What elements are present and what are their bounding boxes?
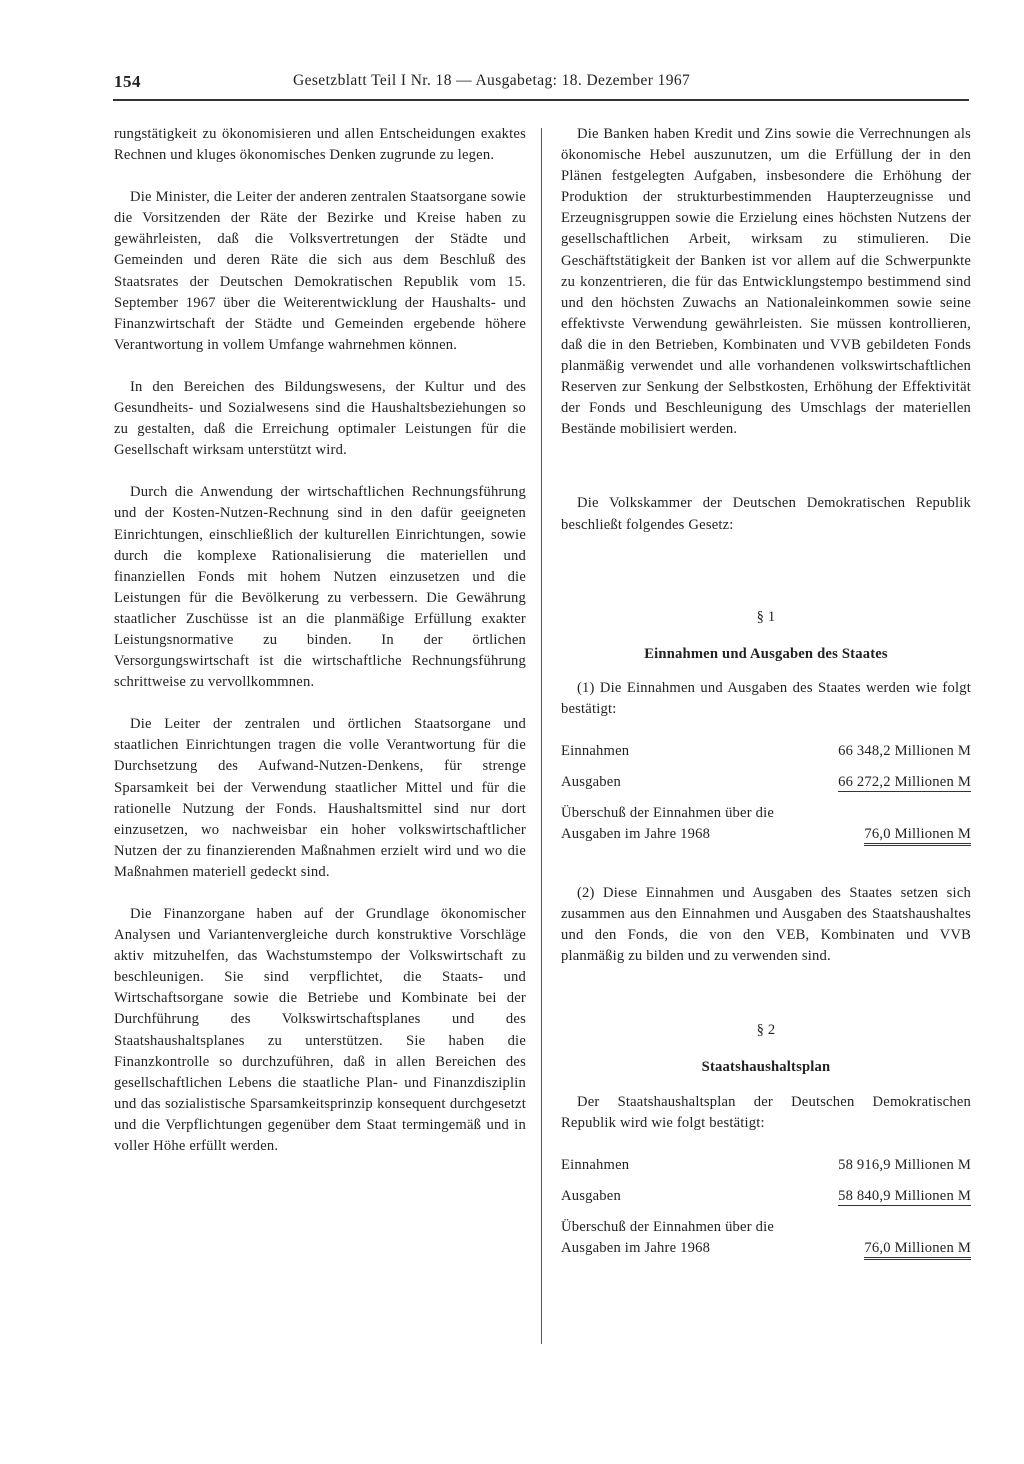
amount-label: Einnahmen [561, 1156, 630, 1173]
column-divider [541, 128, 542, 1344]
paragraph: Die Leiter der zentralen und örtlichen Staatsorgane und staatlichen Einrichtungen tragen die volle Verantwortung für die Durchsetzung des Aufwand-Nutzen-Denkens, für strenge Sparsamkeit bei der Verwendung staatlicher Mittel und für die rationelle Nutzung der Fonds. Haushaltsmittel sind nur dort einzusetzen, wo nachweisbar ein hoher volkswirtschaftlicher Nutzen der zu finanzierenden Maßnahmen erzielt wird und wo die Maßnahmen materiell gedeckt sind. [114, 716, 526, 880]
section-number: § 2 [756, 1022, 776, 1039]
table-row [561, 1217, 971, 1263]
section-2 [561, 1020, 971, 1262]
table-row [561, 1155, 971, 1186]
right-column [561, 124, 971, 1269]
page-number: 154 [114, 72, 141, 91]
amount-label: Überschuß der Einnahmen über die Ausgaben im Jahre 1968 [561, 804, 775, 842]
section-title: Staatshaushaltsplan [701, 1059, 831, 1076]
amount-value: 58 840,9 Millionen M [838, 1187, 971, 1204]
amount-value: 76,0 Millionen M [864, 1240, 971, 1260]
paragraph: Die Banken haben Kredit und Zins sowie die Verrechnungen als ökonomische Hebel auszunutzen, um die Erfüllung der in den Plänen festgelegten Aufgaben, insbesondere die Erhöhung der Produktion der strukturbestimmenden Haupterzeugnisse und Erzeugnisgruppen sowie die Erzielung eines höchsten Nutzens der gesellschaftlichen Arbeit, wirksam zu stimulieren. Die Geschäftstätigkeit der Banken ist vor allem auf die Schwerpunkte zu konzentrieren, die für das Entwicklungstempo bestimmend sind und den höchsten Zuwachs an Nationaleinkommen sowie seine effektivste Verwendung gewährleisten. Sie müssen kontrollieren, daß die in den Betrieben, Kombinaten und VVB gebildeten Fonds planmäßig verwendet und alle vorhandenen volkswirtschaftlichen Reserven zur Senkung der Selbstkosten, Erhöhung der Effektivität der Fonds und Beschleunigung des Umschlags der materiellen Bestände mobilisiert werden. [561, 126, 971, 438]
amount-table [561, 1155, 971, 1263]
section-1 [561, 607, 971, 968]
paragraph: Die Minister, die Leiter der anderen zentralen Staatsorgane sowie die Vorsitzenden der Räte der Bezirke und Kreise haben zu gewährleisten, daß die Volksvertretungen der Städte und Gemeinden und deren Räte die sich aus dem Beschluß des Staatsrates der Deutschen Demokratischen Republik vom 15. September 1967 über die Weiterentwicklung der Haushalts- und Finanzwirtschaft der Städte und Gemeinden ergebende höhere Verantwortung in vollem Umfange wahrnehmen können. [114, 189, 526, 353]
paragraph: (2) Diese Einnahmen und Ausgaben des Staates setzen sich zusammen aus den Einnahmen und Ausgaben des Staatshaushaltes und den Fonds, die von den VEB, Kombinaten und VVB planmäßig zu bilden und zu verwenden sind. [561, 884, 971, 965]
amount-label: Einnahmen [561, 742, 630, 759]
table-row [561, 741, 971, 772]
section-number: § 1 [756, 608, 776, 625]
paragraph: Durch die Anwendung der wirtschaftlichen Rechnungsführung und der Kosten-Nutzen-Rechnung sind in den dafür geeigneten Einrichtungen, einschließlich der kulturellen Einrichtungen, sowie durch die komplexe Rationalisierung die materiellen und finanziellen Fonds mit hohem Nutzen einzusetzen und die Leistungen für die Bevölkerung zu verbessern. Die Gewährung staatlicher Zuschüsse ist an die planmäßige Erfüllung exakter Leistungsnormative zu binden. In der örtlichen Versorgungswirtschaft ist die wirtschaftliche Rechnungsführung schrittweise zu vervollkommnen. [114, 484, 526, 691]
amount-table [561, 741, 971, 849]
paragraph: (1) Die Einnahmen und Ausgaben des Staates werden wie folgt bestätigt: [561, 679, 971, 717]
table-row [561, 772, 971, 803]
left-column [114, 124, 526, 1178]
amount-label: Überschuß der Einnahmen über die Ausgaben im Jahre 1968 [561, 1218, 775, 1256]
paragraph: Die Finanzorgane haben auf der Grundlage ökonomischer Analysen und Variantenvergleiche durch konstruktive Vorschläge aktiv mitzuhelfen, das Wachstumstempo der Volkswirtschaft zu beschleunigen. Sie sind verpflichtet, die Staats- und Wirtschaftsorgane sowie die Betriebe und Kombinate bei der Durchführung des Volkswirtschaftsplanes und des Staatshaushaltsplanes zu unterstützen. Sie haben die Finanzkontrolle so durchzuführen, daß in allen Bereichen des gesellschaftlichen Lebens die staatliche Plan- und Finanzdisziplin und das sozialistische Sparsamkeitsprinzip konsequent durchgesetzt und die Verpflichtungen gegenüber dem Staat termingemäß und in voller Höhe erfüllt werden. [114, 906, 526, 1155]
section-title: Einnahmen und Ausgaben des Staates [644, 645, 888, 662]
amount-label: Ausgaben [561, 773, 621, 790]
amount-value: 76,0 Millionen M [864, 826, 971, 846]
table-row [561, 803, 971, 849]
header-title: Gesetzblatt Teil I Nr. 18 — Ausgabetag: 18. Dezember 1967 [293, 72, 691, 89]
amount-value: 66 348,2 Millionen M [838, 742, 971, 759]
amount-value: 66 272,2 Millionen M [838, 773, 971, 790]
paragraph: rungstätigkeit zu ökonomisieren und allen Entscheidungen exaktes Rechnen und kluges ökonomisches Denken zugrunde zu legen. [114, 126, 526, 164]
header-rule [113, 99, 969, 101]
paragraph: Der Staatshaushaltsplan der Deutschen Demokratischen Republik wird wie folgt bestätigt: [561, 1093, 971, 1131]
paragraph: In den Bereichen des Bildungswesens, der Kultur und des Gesundheits- und Sozialwesens sind die Haushaltsbeziehungen so zu gestalten, daß die Erreichung optimaler Leistungen für die Gesellschaft wirksam unterstützt wird. [114, 378, 526, 459]
enactment-clause: Die Volkskammer der Deutschen Demokratischen Republik beschließt folgendes Gesetz: [561, 495, 971, 533]
amount-label: Ausgaben [561, 1187, 621, 1204]
table-row [561, 1186, 971, 1217]
amount-value: 58 916,9 Millionen M [838, 1156, 971, 1173]
